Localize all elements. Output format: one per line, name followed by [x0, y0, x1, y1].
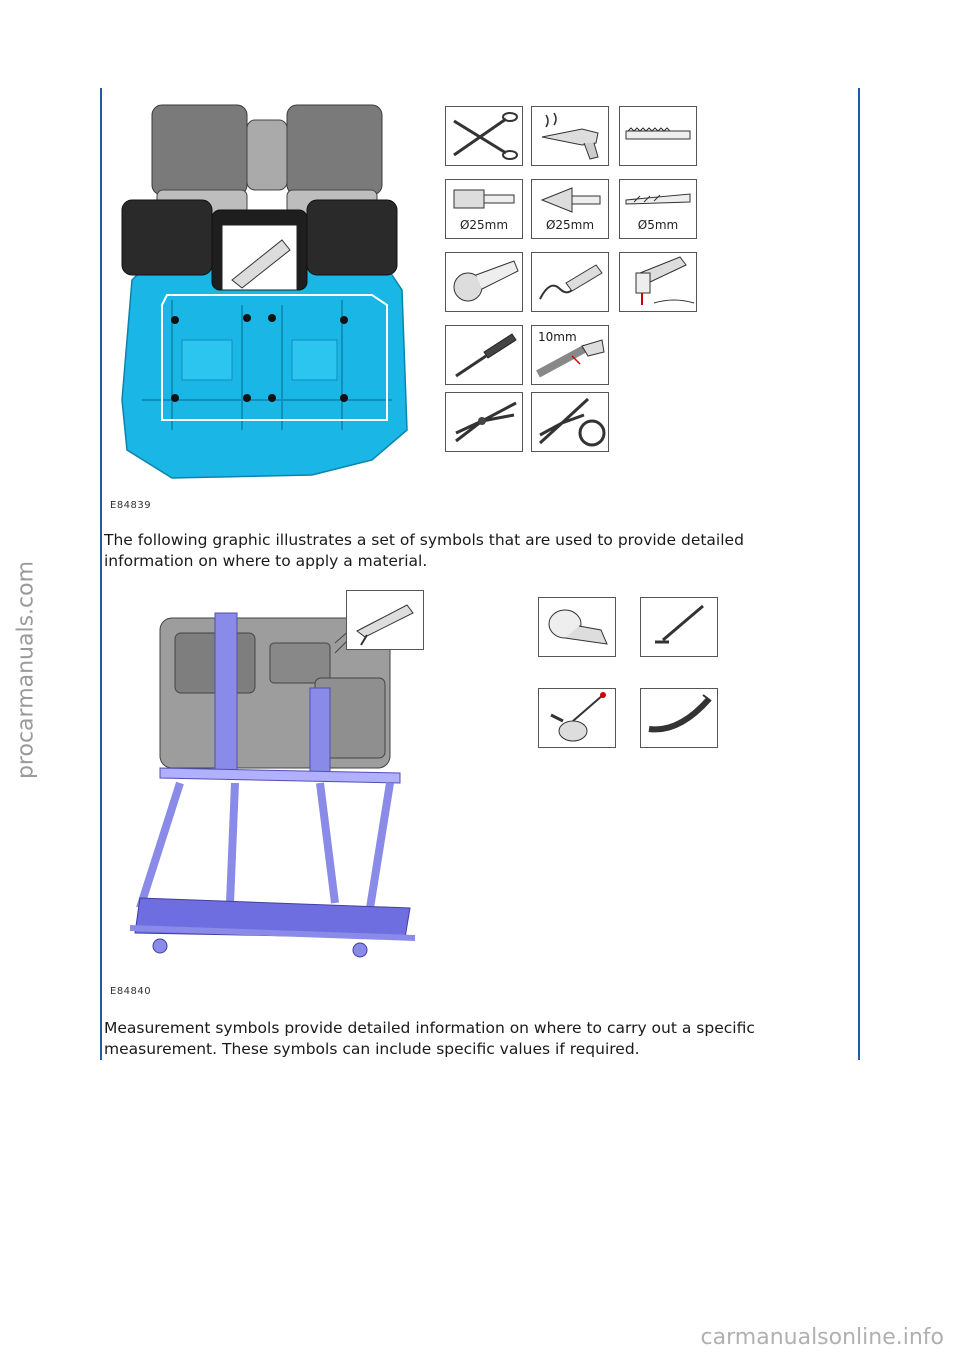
footer-watermark: carmanualsonline.info: [700, 1325, 944, 1350]
air-saw-symbol: [531, 252, 609, 312]
grease-tube-symbol: [640, 688, 718, 748]
grinder-symbol: [445, 252, 523, 312]
paragraph-materials: The following graphic illustrates a set of symbols that are used to provide detailed information on where to apply a material.: [104, 531, 744, 570]
sealant-gun-icon: [347, 591, 423, 649]
vehicle-floor-illustration: [112, 100, 412, 485]
sealer-nozzle-symbol: [640, 597, 718, 657]
pliers-icon: [446, 393, 522, 451]
spot-weld-drill-icon: [620, 253, 696, 311]
tape-symbol: [538, 597, 616, 657]
screwdriver-icon: [446, 326, 522, 384]
sealer-nozzle-icon: [641, 598, 717, 656]
paragraph-measurement: Measurement symbols provide detailed information on where to carry out a specific measurement. These symbols can include specific values if required.: [104, 1019, 755, 1058]
figure-code-1: E84839: [110, 500, 152, 511]
tape-roll-icon: [539, 598, 615, 656]
hole-saw-symbol: Ø25mm: [445, 179, 523, 239]
side-watermark: procarmanuals.com: [13, 560, 39, 780]
cut-length-symbol: [531, 325, 609, 385]
angle-grinder-icon: [446, 253, 522, 311]
circlip-pliers-icon: [532, 393, 608, 451]
oil-can-icon: [539, 689, 615, 747]
sealant-gun-inset: [346, 590, 424, 650]
circlip-pliers-symbol: [531, 392, 609, 452]
screwdriver-symbol: [445, 325, 523, 385]
right-margin-rule: [858, 88, 860, 1060]
grease-tube-icon: [641, 689, 717, 747]
hacksaw-blade-icon: [620, 107, 696, 165]
heat-gun-icon: [532, 107, 608, 165]
drill-bit-symbol: Ø5mm: [619, 179, 697, 239]
left-margin-rule: [100, 88, 102, 1060]
heat-gun-symbol: [531, 106, 609, 166]
figure-code-2: E84840: [110, 986, 152, 997]
scissors-symbol: [445, 106, 523, 166]
scissors-icon: [446, 107, 522, 165]
spot-weld-drill-symbol: [619, 252, 697, 312]
cut-length-label: 10mm: [538, 330, 577, 344]
blade-symbol: [619, 106, 697, 166]
oil-can-symbol: [538, 688, 616, 748]
pliers-symbol: [445, 392, 523, 452]
air-saw-icon: [532, 253, 608, 311]
step-drill-symbol: Ø25mm: [531, 179, 609, 239]
